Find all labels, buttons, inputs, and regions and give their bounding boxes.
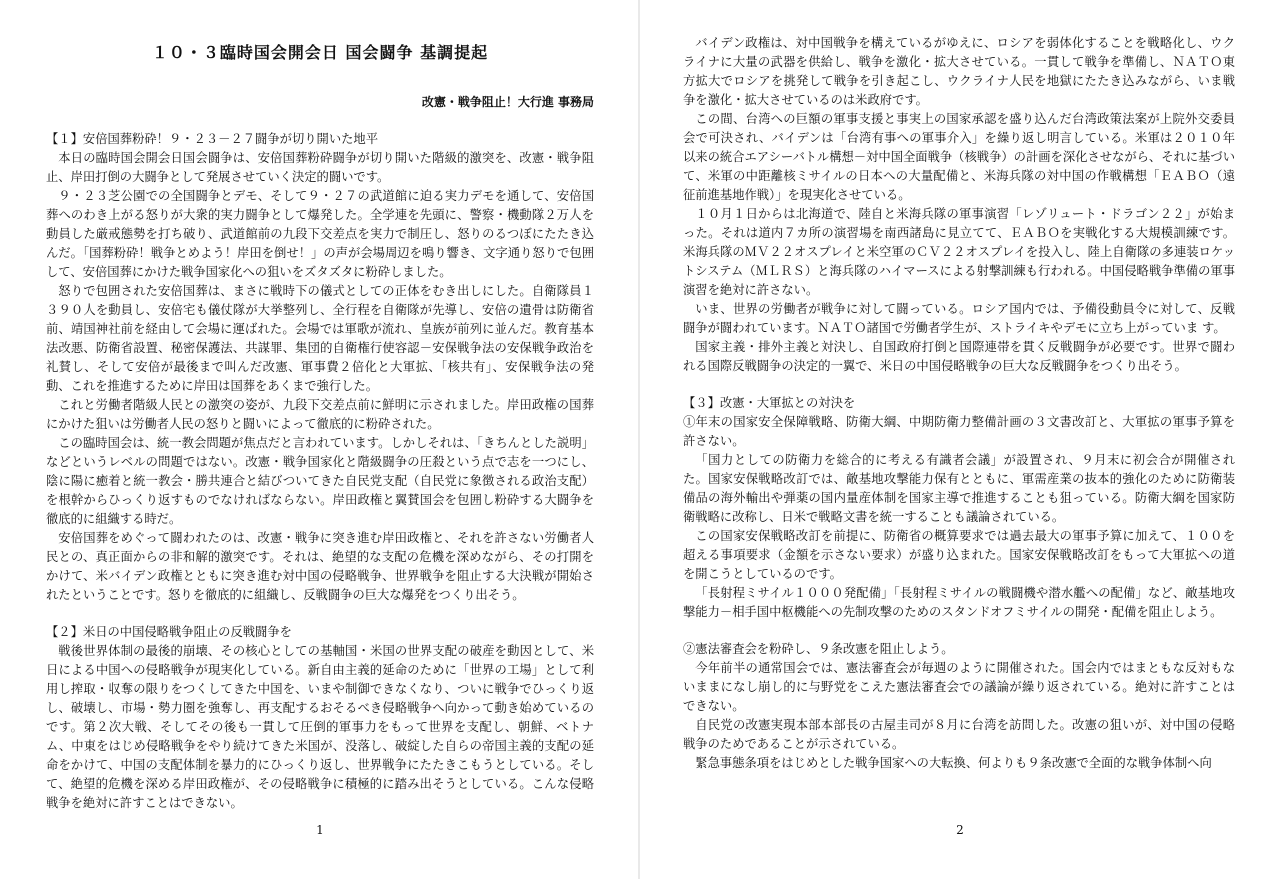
paragraph: いま、世界の労働者が戦争に対して闘っている。ロシア国内では、予備役動員令に対して、反戦闘争が闘われています。ＮＡＴＯ諸国で労働者学生が、ストライキやデモに立ち上がっていま す。 bbox=[683, 302, 1235, 335]
paragraph: 「長射程ミサイル１０００発配備」「長射程ミサイルの戦闘機や潜水艦への配備」など、敵基地攻撃能力－相手国中枢機能への先制攻撃のためのスタンドオフミサイルの開発・配備を阻止しよう。 bbox=[683, 586, 1235, 619]
section-3-heading: 【３】改憲・大軍拡との対決を bbox=[683, 396, 856, 410]
page-1-body bbox=[46, 0, 594, 813]
paragraph: この臨時国会は、統一教会問題が焦点だと言われています。しかしそれは、「きちんとした説明」などというレベルの問題ではない。改憲・戦争国家化と階級闘争の圧殺という点で志を一つにし、陰に陽に癒着と統一教会・勝共連合と結びついてきた自民党支配（自民党に象徴される政治支配）を根幹からひっくり返すものでなければならない。岸田政権と翼賛国会を包囲し粉砕する大闘争を徹底的に組織する時だ。 bbox=[46, 436, 594, 526]
paragraph: １０月１日からは北海道で、陸自と米海兵隊の軍事演習「レゾリュート・ドラゴン２２」が始まった。それは道内７カ所の演習場を南西諸島に見立てて、ＥＡＢＯを実戦化する大規模訓練です。米海兵隊のＭＶ２２オスプレイと米空軍のＣＶ２２オスプレイを投入し、陸上自衛隊の多連装ロケットシステム（ＭＬＲＳ）と海兵隊のハイマースによる射撃訓練も行われる。中国侵略戦争準備の軍事演習を絶対に許さない。 bbox=[683, 207, 1235, 297]
organization-name: 改憲・戦争阻止！大行進 事務局 bbox=[421, 95, 594, 109]
section-2-heading: 【２】米日の中国侵略戦争阻止の反戦闘争を bbox=[46, 625, 292, 639]
section-1-heading: 【１】安倍国葬粉砕！９・２３－２７闘争が切り開いた地平 bbox=[46, 132, 379, 146]
paragraph: 緊急事態条項をはじめとした戦争国家への大転換、何よりも９条改憲で全面的な戦争体制へ向 bbox=[695, 756, 1212, 770]
paragraph: この国家安保戦略改訂を前提に、防衛省の概算要求では過去最大の軍事予算に加えて、１００を超える事項要求（金額を示さない要求）が盛り込まれた。国家安保戦略改訂をもって大軍拡への道を開こうとしているのです。 bbox=[683, 529, 1235, 581]
paragraph: 「国力としての防衛力を総合的に考える有識者会議」が設置され、９月末に初会合が開催された。国家安保戦略改訂では、敵基地攻撃能力保有とともに、軍需産業の抜本的強化のために防衛装備品の海外輸出や弾薬の国内量産体制を国家主導で推進することも狙っている。防衛大綱を国家防衛戦略に改称し、日米で戦略文書を統一することも議論されている。 bbox=[683, 453, 1235, 524]
paragraph: 怒りで包囲された安倍国葬は、まさに戦時下の儀式としての正体をむき出しにした。自衛隊員１３９０人を動員し、安倍宅も儀仗隊が大挙整列し、全行程を自衛隊が先導し、安倍の遺骨は防衛省前、靖国神社前を経由して会場に運ばれた。会場では軍歌が流れ、皇族が前列に並んだ。教育基本法改悪、防衛省設置、秘密保護法、共謀罪、集団的自衛権行使容認－安保戦争法の安保戦争政治を礼賛し、そして安倍が最後まで叫んだ改憲、軍事費２倍化と大軍拡、「核共有」、安保戦争法の発動、これを推進するために岸田は国葬をあくまで強行した。 bbox=[46, 284, 594, 393]
paragraph: 本日の臨時国会開会日国会闘争は、安倍国葬粉砕闘争が切り開いた階級的激突を、改憲・戦争阻止、岸田打倒の大闘争として発展させていく決定的闘いです。 bbox=[46, 151, 594, 184]
paragraph: 今年前半の通常国会では、憲法審査会が毎週のように開催された。国会内ではまともな反対もないままになし崩し的に与野党をこえた憲法審査会での議論が繰り返されている。絶対に許すことはできない。 bbox=[683, 661, 1235, 713]
paragraph: 自民党の改憲実現本部本部長の古屋圭司が８月に台湾を訪問した。改憲の狙いが、対中国の侵略戦争のためであることが示されている。 bbox=[683, 718, 1235, 751]
numbered-item-2: ②憲法審査会を粉砕し、９条改憲を阻止しよう。 bbox=[683, 642, 954, 656]
page-2-body bbox=[683, 34, 1235, 773]
paragraph: ９・２３芝公園での全国闘争とデモ、そして９・２７の武道館に迫る実力デモを通して、安倍国葬へのわき上がる怒りが大衆的実力闘争として爆発した。全学連を先頭に、警察・機動隊２万人を動員した厳戒態勢を打ち破り、武道館前の九段下交差点を実力で制圧し、怒りのるつぼにたたき込んだ。「国葬粉砕！戦争とめよう！岸田を倒せ！」の声が会場周辺を鳴り響き、文字通り怒りで包囲して、安倍国葬にかけた戦争国家化への狙いをズタズタに粉砕しました。 bbox=[46, 189, 594, 279]
paragraph: 安倍国葬をめぐって闘われたのは、改憲・戦争に突き進む岸田政権と、それを許さない労働者人民との、真正面からの非和解的激突です。それは、絶望的な支配の危機を深めながら、その打開をかけて、米バイデン政権とともに突き進む対中国の侵略戦争、世界戦争を阻止する大決戦が開始されたということです。怒りを徹底的に組織し、反戦闘争の巨大な爆発をつくり出そう。 bbox=[46, 531, 594, 602]
paragraph: 国家主義・排外主義と対決し、自国政府打倒と国際連帯を貫く反戦闘争が必要です。世界で闘われる国際反戦闘争の決定的一翼で、米日の中国侵略戦争の巨大な反戦闘争をつくり出そう。 bbox=[683, 340, 1235, 373]
paragraph: 戦後世界体制の最後的崩壊、その核心としての基軸国・米国の世界支配の破産を動因として、米日による中国への侵略戦争が現実化している。新自由主義的延命のために「世界の工場」として利用し搾取・収奪の限りをつくしてきた中国を、いまや制御できなくなり、ついに戦争でひっくり返し、破壊し、市場・勢力圏を強奪し、再支配するおそるべき侵略戦争へ向かって動き始めているのです。第２次大戦、そしてその後も一貫して圧倒的軍事力をもって世界を支配し、朝鮮、ベトナム、中東をはじめ侵略戦争をやり続けてきた米国が、没落し、破綻した自らの帝国主義的支配の延命をかけて、中国の支配体制を暴力的にひっくり返し、世界戦争にたたきこもうとしている。そして、絶望的危機を深める岸田政権が、その侵略戦争に積極的に踏み出そうとしている。こんな侵略戦争を絶対に許すことはできない。 bbox=[46, 644, 594, 810]
numbered-item-1: ①年末の国家安全保障戦略、防衛大綱、中期防衛力整備計画の３文書改訂と、大軍拡の軍事予算を許さない。 bbox=[683, 415, 1235, 448]
document-title: １０・３臨時国会開会日 国会闘争 基調提起 bbox=[151, 43, 489, 62]
page-number: 1 bbox=[316, 823, 324, 837]
paragraph: これと労働者階級人民との激突の姿が、九段下交差点前に鮮明に示されました。岸田政権の国葬にかけた狙いは労働者人民の怒りと闘いによって徹底的に粉砕された。 bbox=[46, 398, 594, 431]
document-page-2 bbox=[640, 0, 1280, 879]
paragraph: この間、台湾への巨額の軍事支援と事実上の国家承認を盛り込んだ台湾政策法案が上院外交委員会で可決され、バイデンは「台湾有事への軍事介入」を繰り返し明言している。米軍は２０１０年以来の統合エアシーバトル構想－対中国全面戦争（核戦争）の計画を深化させながら、それに基づいて、米軍の中距離核ミサイルの日本への大量配備と、米海兵隊の対中国の作戦構想「ＥＡＢＯ（遠征前進基地作戦）」を現実化させている。 bbox=[683, 112, 1236, 202]
page-number: 2 bbox=[956, 823, 964, 837]
paragraph: バイデン政権は、対中国戦争を構えているがゆえに、ロシアを弱体化することを戦略化し、ウクライナに大量の武器を供給し、戦争を激化・拡大させている。一貫して戦争を準備し、ＮＡＴＯ東方拡大でロシアを挑発して戦争を引き起こし、ウクライナ人民を地獄にたたき込みながら、いま戦争を激化・拡大させているのは米政府です。 bbox=[683, 36, 1235, 107]
